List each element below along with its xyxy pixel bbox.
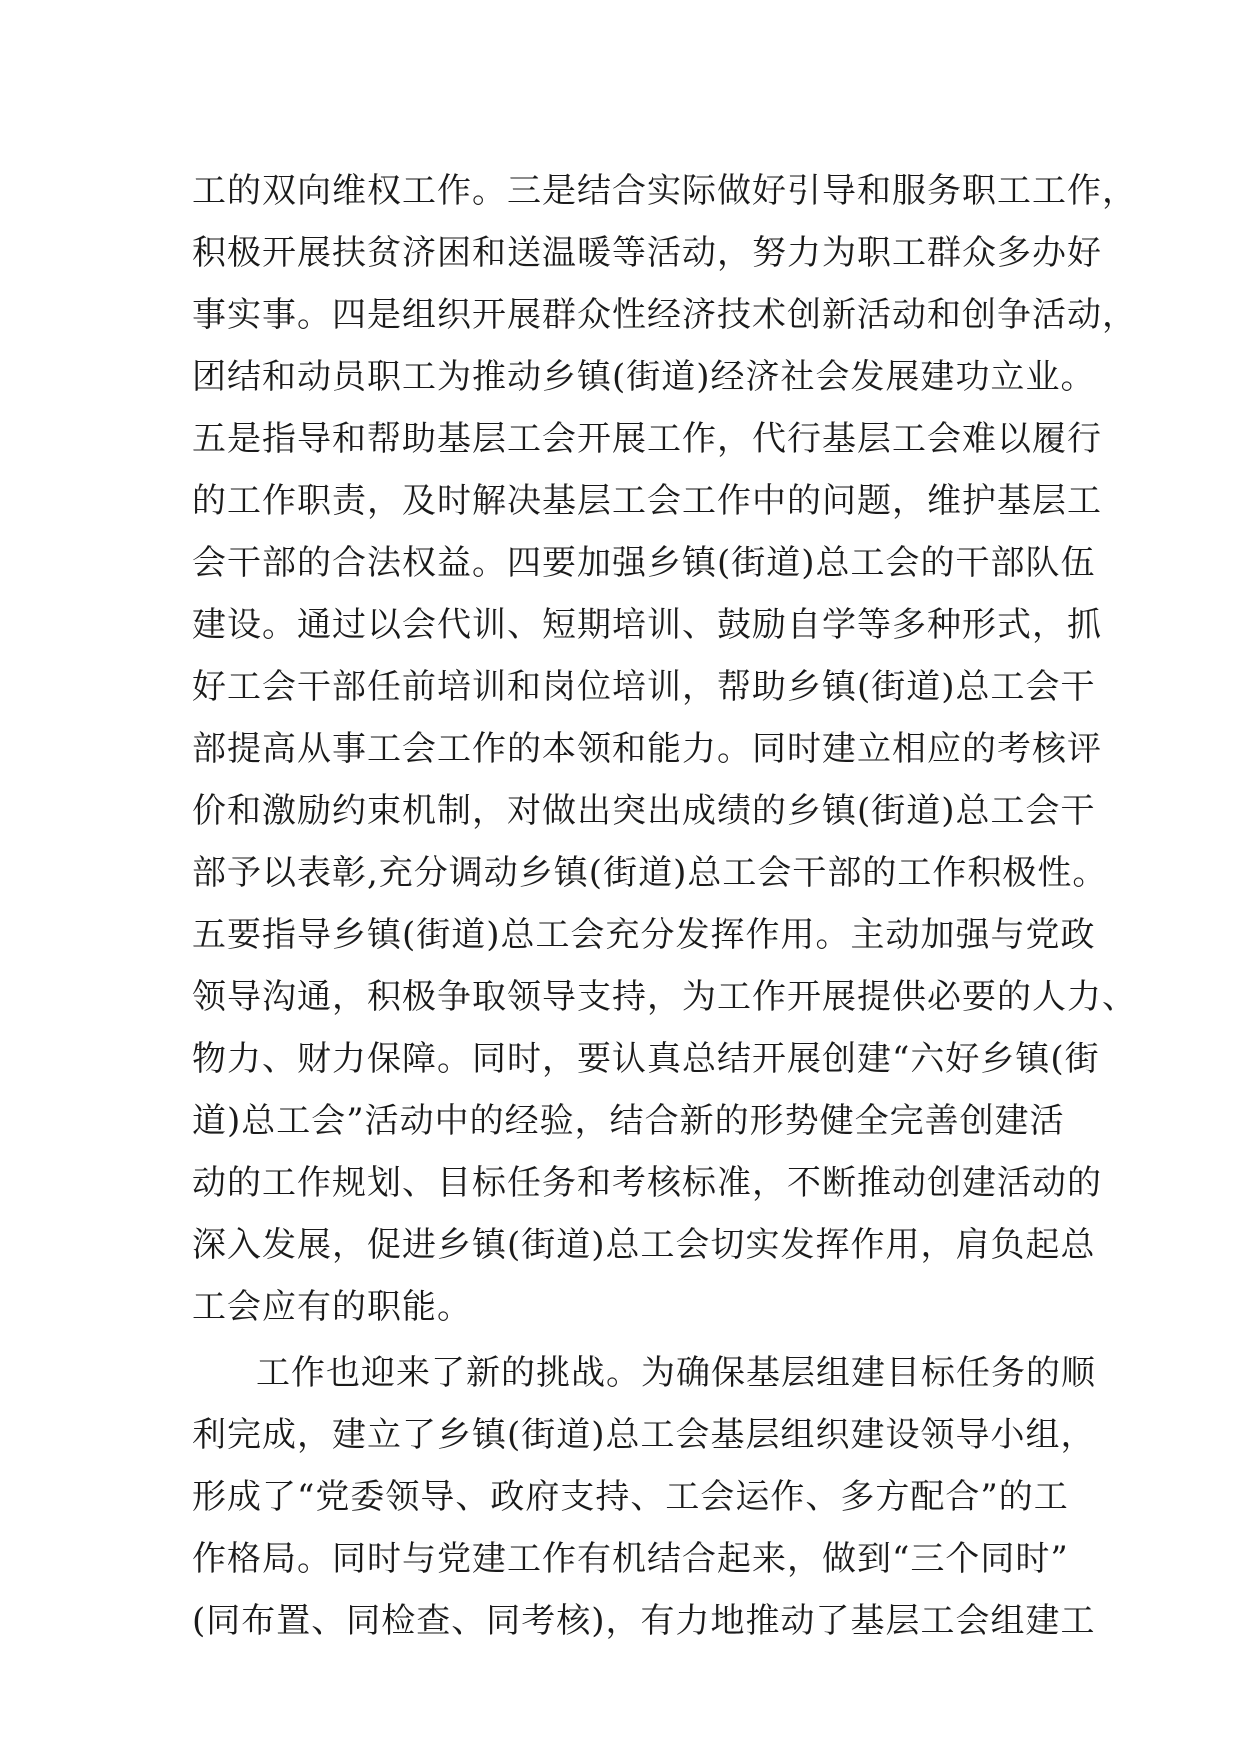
text-line: 部予以表彰,充分调动乡镇(街道)总工会干部的工作积极性。: [192, 853, 1108, 893]
text-line: 道)总工会”活动中的经验，结合新的形势健全完善创建活: [192, 1101, 1065, 1141]
text-line: 深入发展，促进乡镇(街道)总工会切实发挥作用，肩负起总: [192, 1225, 1096, 1265]
text-line: 工会应有的职能。: [192, 1287, 472, 1327]
text-line: 领导沟通，积极争取领导支持，为工作开展提供必要的人力、: [192, 977, 1137, 1017]
text-line: 工的双向维权工作。三是结合实际做好引导和服务职工工作，: [192, 171, 1137, 211]
text-line: 部提高从事工会工作的本领和能力。同时建立相应的考核评: [192, 729, 1102, 769]
text-line: 团结和动员职工为推动乡镇(街道)经济社会发展建功立业。: [192, 357, 1096, 397]
text-line: 形成了“党委领导、政府支持、工会运作、多方配合”的工: [192, 1477, 1069, 1517]
text-line: 建设。通过以会代训、短期培训、鼓励自学等多种形式，抓: [192, 605, 1102, 645]
text-line: 动的工作规划、目标任务和考核标准，不断推动创建活动的: [192, 1163, 1102, 1203]
text-line: 作格局。同时与党建工作有机结合起来，做到“三个同时”: [192, 1539, 1069, 1579]
text-line: 利完成，建立了乡镇(街道)总工会基层组织建设领导小组，: [192, 1415, 1096, 1455]
text-line: 会干部的合法权益。四要加强乡镇(街道)总工会的干部队伍: [192, 543, 1096, 583]
document-body: [192, 160, 1137, 1652]
text-line: 好工会干部任前培训和岗位培训，帮助乡镇(街道)总工会干: [192, 667, 1096, 707]
text-line: 五要指导乡镇(街道)总工会充分发挥作用。主动加强与党政: [192, 915, 1096, 955]
text-line: 的工作职责，及时解决基层工会工作中的问题，维护基层工: [192, 481, 1102, 521]
text-line: (同布置、同检查、同考核)，有力地推动了基层工会组建工: [192, 1601, 1096, 1641]
text-line: 价和激励约束机制，对做出突出成绩的乡镇(街道)总工会干: [192, 791, 1096, 831]
text-line: 五是指导和帮助基层工会开展工作，代行基层工会难以履行: [192, 419, 1102, 459]
text-line: 物力、财力保障。同时，要认真总结开展创建“六好乡镇(街: [192, 1039, 1100, 1079]
text-line: 积极开展扶贫济困和送温暖等活动，努力为职工群众多办好: [192, 233, 1102, 273]
text-line: 事实事。四是组织开展群众性经济技术创新活动和创争活动，: [192, 295, 1137, 335]
paragraph-first-line: 工作也迎来了新的挑战。为确保基层组建目标任务的顺: [256, 1353, 1096, 1393]
